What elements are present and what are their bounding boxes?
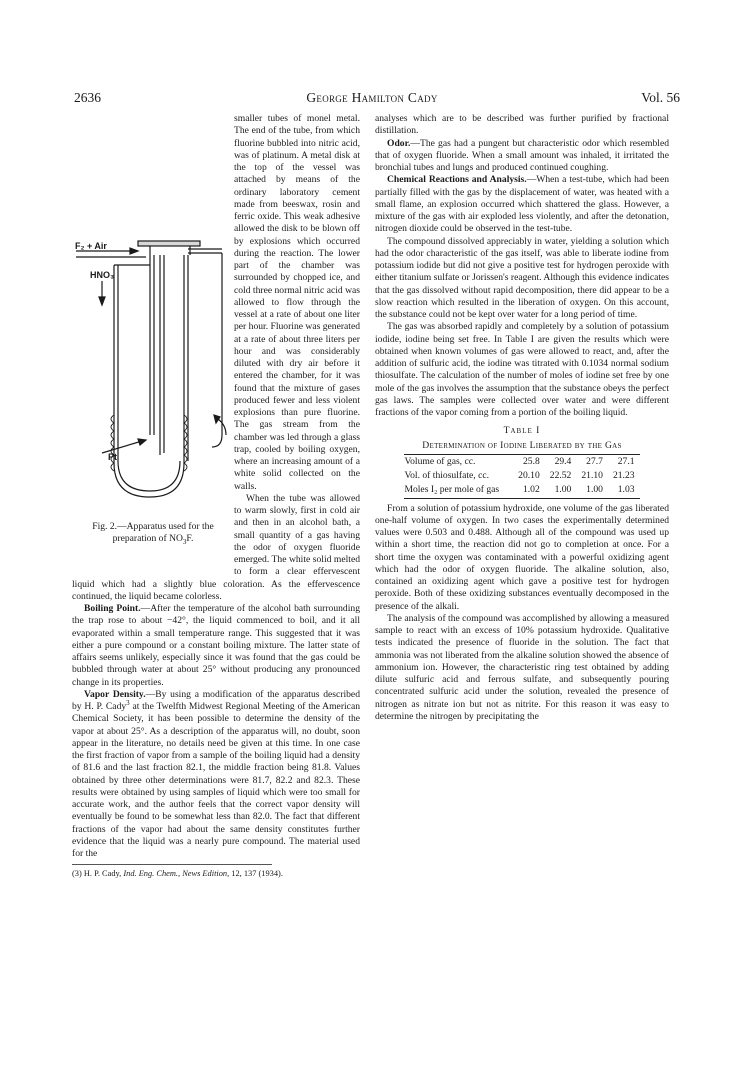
table-cell: 20.10 — [518, 470, 540, 481]
metal-disk — [138, 241, 200, 246]
table-row — [404, 454, 639, 469]
paragraph-vapor-density: Vapor Density.—By using a modification of the apparatus described by H. P. Cady$^3$ at the Twelfth Midwest Regional Meeting of the American Chemical Society, it has been possible to determine the density of the vapor at about 25°. As a description of the apparatus will, no doubt, soon appear in the literature, no details need be given at this time. In one case the first fraction of vapor from a sample of the boiling liquid had a density of 81.6 and the last fraction 82.1, the middle fraction being 81.8. Values obtained by three other determinations were 81.7, 82.2 and 82.3. These results were obtained by using samples of liquid which were too small for accurate work, and the author feels that the correct vapor density will eventually be found to be somewhat less than 82.0. The fact that different fractions of the vapor had about the same density constitutes further evidence that the liquid was a nearly pure compound. The material used for the — [72, 688, 360, 859]
paragraph-analysis: The analysis of the compound was accomplished by allowing a measured sample to react with an excess of 10% potassium hydroxide. Qualitative tests indicated the presence of fluoride in the solution. The fact that ammonia was not liberated from the alkaline solution showed the absence of ammonium ion. However, the characteristic ring test obtained by adding dilute sulfuric acid and ferrous sulfate, and subsequently pouring concentrated sulfuric acid under the solution, revealed the presence of nitrogen as nitrate ion but not as nitrite. For this reason it was easy to determine the nitrogen by precipitating the — [375, 612, 669, 722]
iodine-table — [404, 454, 639, 499]
footnote: (3) H. P. Cady, Ind. Eng. Chem., News Edition, 12, 137 (1934). — [72, 864, 272, 880]
right-column — [375, 113, 669, 723]
table-cell: 29.4 — [554, 455, 572, 467]
table-cell: 1.03 — [617, 484, 635, 496]
figure-label-platinum: Pt — [108, 452, 117, 462]
left-text-block — [72, 113, 360, 603]
left-column — [72, 113, 360, 881]
table-row — [404, 483, 639, 498]
section-heading: Vapor Density. — [84, 688, 146, 700]
acid-arrow-icon — [99, 297, 105, 305]
paragraph-water-solution: The compound dissolved appreciably in water, yielding a solution which had the odor characteristic of the gas itself, was able to liberate iodine from potassium iodide but did not give a positive test for hydrogen peroxide with either titanium sulfate or Jorissen's reagent. Although this evidence indicates that the gas dissolved without rapid decomposition, there did appear to be a slow reaction which resulted in the liberation of oxygen. On this account, the substance could not be kept over water for a long period of time. — [375, 235, 669, 320]
paragraph-potassium-hydroxide: From a solution of potassium hydroxide, one volume of the gas liberated one-half volume of oxygen. In two cases the experimentally determined values were 0.503 and 0.488. Although all of the compound was used up within a short time, the reaction did not go to completion at once. For a short time the oxygen was contaminated with a powerful oxidizing agent which had the odor of oxygen fluoride. The alkaline solution, also, contained an oxidizing agent which gave a positive test for hydrogen peroxide. Both of these oxidizing substances eventually decomposed in the presence of the alkali. — [375, 502, 669, 612]
table-cell: 21.10 — [581, 470, 603, 481]
footnote-marker: 3 — [126, 698, 130, 707]
page-number: 2636 — [74, 90, 101, 105]
inlet-arrow-icon — [130, 248, 138, 254]
paragraph-boiling-point: Boiling Point.—After the temperature of the alcohol bath surrounding the trap rose to about −42°, the liquid commenced to boil, and it all evaporated within a small temperature range. This suggested that it was either a pure compound or a constant boiling mixture. The latter state of affairs seems unlikely, especially since it was found that the gas could be bubbled through water at about 25° without producing any pronounced change in its properties. — [72, 603, 360, 688]
running-head-author: George Hamilton Cady — [306, 90, 438, 105]
paragraph-reactions: Chemical Reactions and Analysis.—When a test-tube, which had been partially filled with the gas by the displacement of water, was heated with a small flame, an explosion occurred which shattered the glass. However, a mixture of the gas with air exploded less violently, and after the detonation, nitrogen dioxide could be observed in the test-tube. — [375, 174, 669, 235]
table-cell: 27.1 — [617, 455, 635, 467]
table-cell: 1.00 — [586, 484, 603, 496]
table-cell: 25.8 — [522, 455, 540, 467]
table-row — [404, 469, 639, 483]
figure-caption: Fig. 2.—Apparatus used for the preparation of $NO_3F$. — [92, 521, 214, 547]
paragraph-warming: When the tube was allowed to warm slowly, first in cold air and then in an alcohol bath, a small quantity of a gas having the odor of oxygen fluoride emerged. The white solid melted to form a clear effervescent liquid which had a slightly blue coloration. As the effervescence continued, the liquid became colorless. — [72, 492, 360, 602]
section-heading: Boiling Point. — [84, 603, 141, 614]
section-heading: Odor. — [387, 137, 411, 149]
table-caption: Determination of Iodine Liberated by the Gas — [422, 439, 622, 451]
paragraph-odor: Odor.—The gas had a pungent but characteristic odor which resembled that of oxygen fluoride. When a small amount was inhaled, it irritated the bronchial tubes and lungs and produced continued coughing. — [375, 137, 669, 173]
outlet-arrow-icon — [214, 415, 220, 423]
table-row-label: Volume of gas, cc. — [404, 455, 476, 467]
paragraph-continuation: analyses which are to be described was further purified by fractional distillation. — [375, 113, 669, 137]
figure-label-fluorine-air: F₂ + Air — [75, 241, 107, 251]
paragraph-iodide: The gas was absorbed rapidly and completely by a solution of potassium iodide, iodine being set free. In Table I are given the results which were obtained when known volumes of gas were allowed to react, and, after the addition of sulfuric acid, the iodine was titrated with 0.1034 normal sodium thiosulfate. The calculation of the number of moles of iodine set free by one mole of the gas involves the assumption that the substance obeys the perfect gas laws. The samples were collected over water and were different fractions of the vapor coming from a portion of the boiling liquid. — [375, 321, 669, 418]
table-cell: 22.52 — [549, 470, 572, 481]
table-cell: 21.23 — [612, 470, 635, 481]
section-heading: Chemical Reactions and Analysis. — [387, 174, 527, 186]
table-row-label: Moles I₂ per mole of gas — [404, 484, 500, 496]
chamber-bottom — [114, 463, 184, 497]
table-cell: 1.00 — [554, 484, 572, 496]
table-title: Table I — [503, 425, 541, 437]
volume-label: Vol. 56 — [641, 90, 680, 105]
apparatus-figure — [72, 235, 228, 575]
figure-label-nitric-acid: HNO₃ — [90, 270, 115, 280]
paragraph-apparatus: smaller tubes of monel metal. The end of the tube, from which fluorine bubbled into nitric acid, was of platinum. A metal disk at the top of the vessel was attached by means of the ordinary laboratory cement made from beeswax, rosin and ferric oxide. This weak adhesive allowed the disk to be blown off by explosions which occurred during the reaction. The lower part of the chamber was surrounded by chopped ice, and cold three normal nitric acid was allowed to flow through the vessel at a rate of about one liter per hour. Fluorine was generated at a rate of about three liters per hour and was considerably diluted with dry air before it entered the chamber, for it was found that the mixture of gases produced fewer and less violent explosions than pure fluorine. The gas stream from the chamber was led through a glass trap, cooled by boiling oxygen, where an increasing amount of a white solid collected on the walls. — [234, 113, 361, 492]
table-cell: 1.02 — [522, 484, 540, 496]
table-row-label: Vol. of thiosulfate, cc. — [404, 470, 489, 481]
table-cell: 27.7 — [586, 455, 603, 467]
